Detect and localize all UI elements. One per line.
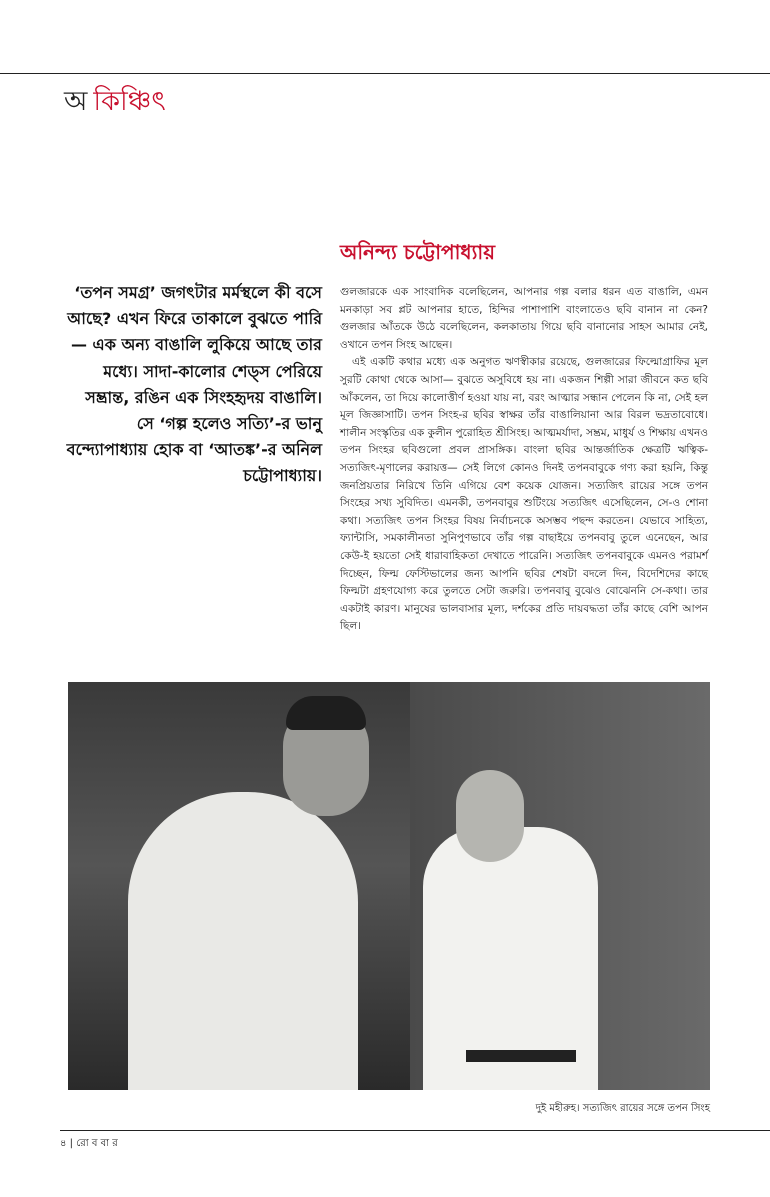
pull-quote: ‘তপন সমগ্র’ জগৎটার মর্মস্থলে কী বসে আছে? এখন ফিরে তাকালে বুঝতে পারি— এক অন্য বাঙালি লুকিয়ে আছে তার মধ্যে। সাদা-কালোর শেড্‌স পেরিয়ে সম্ভ্রান্ত, রঙিন এক সিংহহৃদয় বাঙালি। সে ‘গল্প হলেও সত্যি’-র ভানু বন্দ্যোপাধ্যায় হোক বা ‘আতঙ্ক’-র অনিল চট্টোপাধ্যায়। [66,283,322,486]
page-footer: ৪ | রো ব বা র [60,1138,118,1149]
photo-caption: দুই মহীরুহ। সত্যজিৎ রায়ের সঙ্গে তপন সিংহ [535,1103,710,1114]
section-header [64,86,166,118]
photo-figure-right-head [456,770,524,862]
section-title: কিঞ্চিৎ [93,86,166,117]
bottom-rule [60,1130,770,1131]
article-photo [68,682,710,1090]
photo-figure-left [128,792,358,1090]
article-paragraph: এই একটি কথার মধ্যে এক অনুগত ঋণস্বীকার রয়েছে, গুলজারের ফিল্মোগ্রাফির মূল সুরটি কোথা থেকে আসা— বুঝতে অসুবিধে হয় না। একজন শিল্পী সারা জীবনে কত ছবি আঁকলেন, তা দিয়ে কালোত্তীর্ণ হওয়া যায় না, বরং আত্মার সন্ধান পেলেন কি না, সেই হল মূল জিজ্ঞাসাটি। তপন সিংহ-র ছবির স্বাক্ষর তাঁর বাঙালিয়ানা আর বিরল ভদ্রতাবোধে। শালীন সংস্কৃতির এক কুলীন পুরোহিত শ্রীসিংহ। আত্মমর্যাদা, সম্ভ্রম, মাধুর্য ও শিক্ষায় এখনও তপন সিংহর ছবিগুলো প্রবল প্রাসঙ্গিক। বাংলা ছবির আন্তর্জাতিক ক্ষেত্রটি ঋত্বিক-সত্যজিৎ-মৃণালের করায়ত্ত— সেই লিগে কোনও দিনই তপনবাবুকে গণ্য করা হয়নি, কিন্তু জনপ্রিয়তার নিরিখে তিনি এগিয়ে বেশ কয়েক যোজন। সত্যজিৎ রায়ের সঙ্গে তপন সিংহের সখ্য সুবিদিত। এমনকী, তপনবাবুর শুটিংয়ে সত্যজিৎ এসেছিলেন, সে-ও শোনা কথা। সত্যজিৎ তপন সিংহর বিষয় নির্বাচনকে অসম্ভব পছন্দ করতেন। যেভাবে সাহিত্য, ফ্যান্টাসি, সমকালীনতা সুনিপুণভাবে তাঁর গল্প বাছাইয়ে তপনবাবু তুলে এনেছেন, আর কেউ-ই হয়তো সেই ধারাবাহিকতা দেখাতে পারেনি। সত্যজিৎ তপনবাবুকে এমনও পরামর্শ দিচ্ছেন, ফিল্ম ফেস্টিভালের জন্য আপনি ছবির শেষটা বদলে দিন, বিদেশিদের কাছে ফিল্মটা গ্রহণযোগ্য করে তুলতে সেটা জরুরি। তপনবাবু বুঝেও বোঝেননি সে-কথা। তার একটাই কারণ। মানুষের ভালবাসার মূল্য, দর্শকের প্রতি দায়বদ্ধতা তাঁর কাছে বেশি আপন ছিল। [340,356,708,633]
article-body [340,284,708,636]
photo-figure-right-belt [466,1050,576,1062]
photo-figure-left-hair [286,696,366,730]
top-rule [0,73,770,74]
article-paragraph: গুলজারকে এক সাংবাদিক বলেছিলেন, আপনার গল্প বলার ধরন এত বাঙালি, এমন মনকাড়া সব প্লট আপনার হাতে, হিন্দির পাশাপাশি বাংলাতেও ছবি বানান না কেন? গুলজার আঁতকে উঠে বলেছিলেন, কলকাতায় গিয়ে ছবি বানানোর সাহস আমার নেই, ওখানে তপন সিংহ আছেন। [340,286,708,351]
section-prefix: অ [64,86,88,117]
author-byline: অনিন্দ্য চট্টোপাধ্যায় [340,240,495,264]
